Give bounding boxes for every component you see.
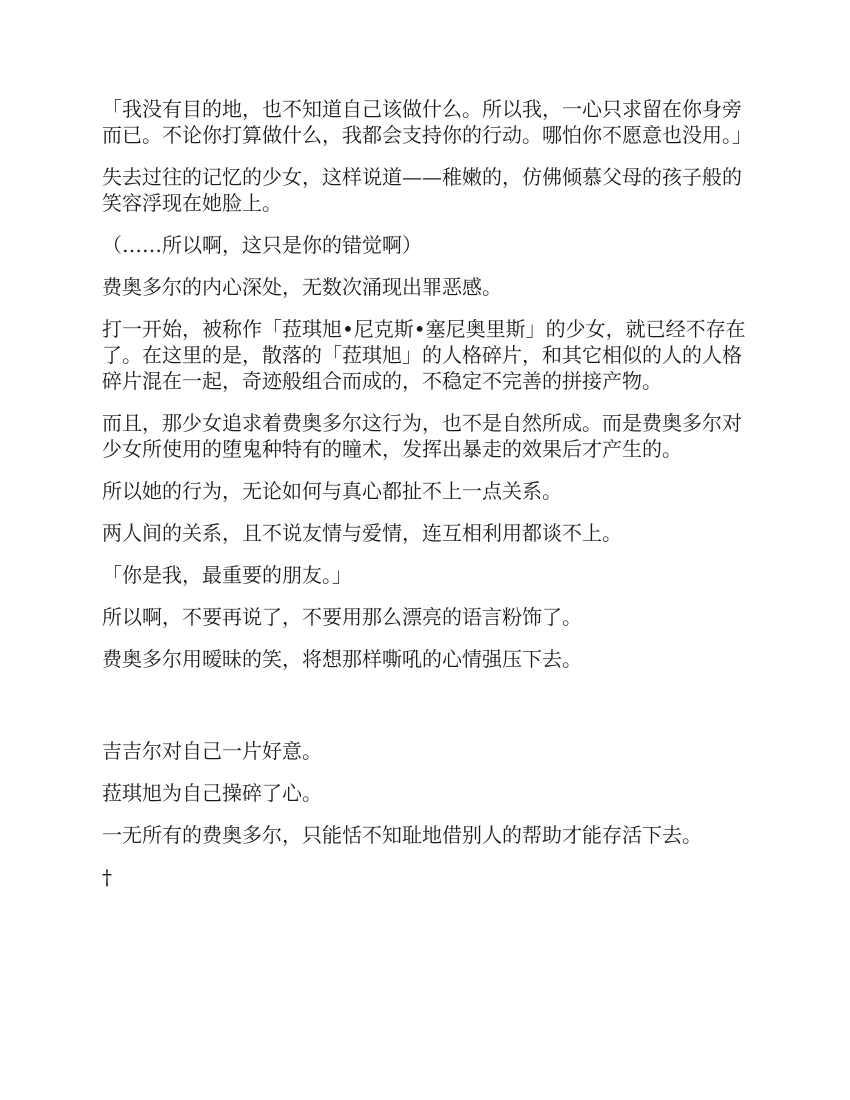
paragraph-2: 失去过往的记忆的少女，这样说道——稚嫩的，仿佛倾慕父母的孩子般的笑容浮现在她脸上。 (102, 165, 742, 215)
paragraph-12: 吉吉尔对自己一片好意。 (102, 739, 322, 763)
paragraph-14: 一无所有的费奥多尔，只能恬不知耻地借别人的帮助才能存活下去。 (102, 823, 702, 847)
paragraph-10: 所以啊，不要再说了，不要用那么漂亮的语言粉饰了。 (102, 605, 582, 629)
paragraph-4: 费奥多尔的内心深处，无数次涌现出罪恶感。 (102, 275, 502, 299)
paragraph-8: 两人间的关系，且不说友情与爱情，连互相利用都谈不上。 (102, 521, 622, 545)
paragraph-6: 而且，那少女追求着费奥多尔这行为，也不是自然所成。而是费奥多尔对少女所使用的堕鬼种特有的瞳术，发挥出暴走的效果后才产生的。 (102, 411, 742, 461)
paragraph-3: （……所以啊，这只是你的错觉啊） (102, 233, 422, 257)
paragraph-9: 「你是我，最重要的朋友。」 (102, 563, 352, 587)
section-mark-dagger: † (102, 865, 112, 889)
paragraph-11: 费奥多尔用暧昧的笑，将想那样嘶吼的心情强压下去。 (102, 647, 582, 671)
paragraph-7: 所以她的行为，无论如何与真心都扯不上一点关系。 (102, 479, 562, 503)
body-text (102, 96, 750, 906)
paragraph-5: 打一开始，被称作「菈琪旭•尼克斯•塞尼奥里斯」的少女，就已经不存在了。在这里的是，散落的「菈琪旭」的人格碎片，和其它相似的人的人格碎片混在一起，奇迹般组合而成的，不稳定不完善的拼接产物。 (102, 317, 746, 393)
paragraph-13: 菈琪旭为自己操碎了心。 (102, 781, 322, 805)
paragraph-1: 「我没有目的地，也不知道自己该做什么。所以我，一心只求留在你身旁而已。不论你打算做什么，我都会支持你的行动。哪怕你不愿意也没用。」 (102, 97, 752, 147)
